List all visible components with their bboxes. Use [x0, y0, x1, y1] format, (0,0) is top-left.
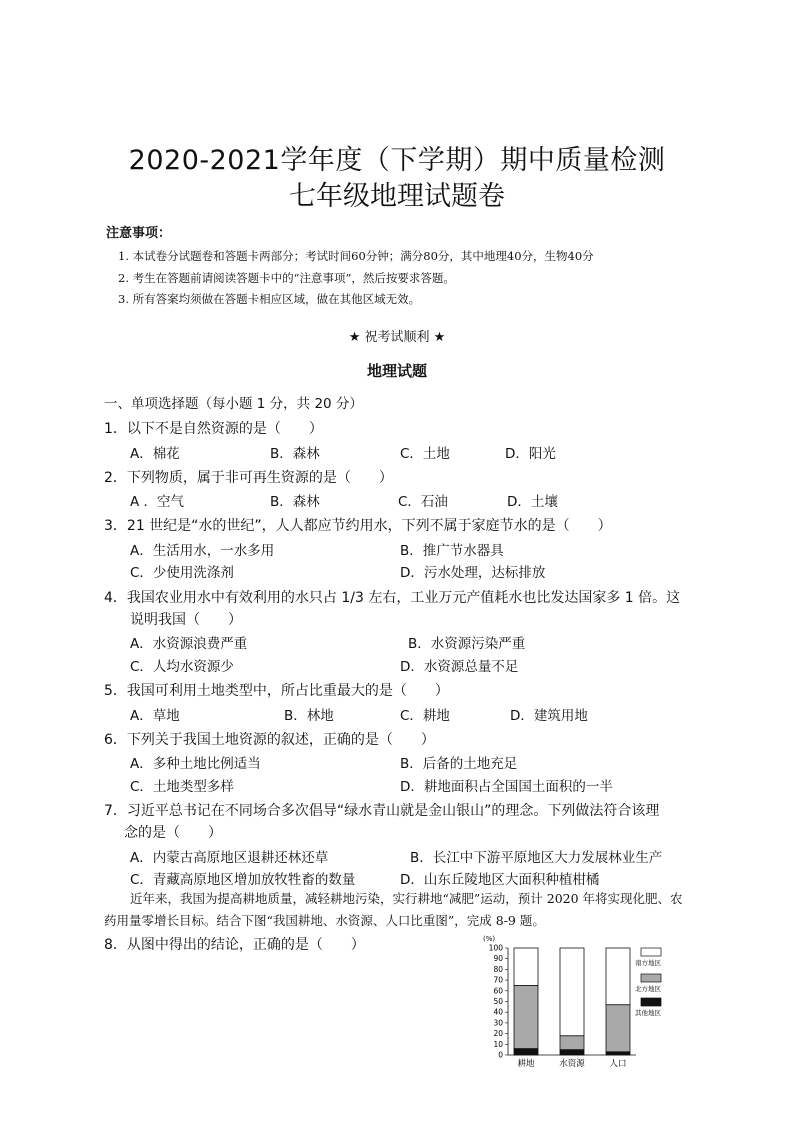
legend-swatch [641, 998, 661, 1006]
y-tick-label: 80 [493, 964, 503, 974]
legend-label: 南方地区 [635, 959, 661, 967]
exam-subtitle: 七年级地理试题卷 [289, 181, 505, 212]
bar-segment [560, 948, 584, 1036]
x-category-label: 水资源 [559, 1059, 585, 1069]
reading-passage: 近年来，我国为提高耕地质量，减轻耕地污染，实行耕地“减肥”运动，预计 2020 年将实现化肥、农药用量零增长目标。结合下图“我国耕地、水资源、人口比重图”，完成 8-9 题。 [104, 891, 683, 928]
bar-segment [560, 1050, 584, 1055]
note-item: 1. 本试卷分试题卷和答题卡两部分；考试时间60分钟；满分80分，其中地理40分，生物40分 [118, 249, 594, 263]
y-tick-label: 70 [493, 975, 503, 985]
question-8: 8．从图中得出的结论，正确的是（ ） [104, 937, 365, 953]
bar-segment [514, 985, 538, 1048]
option-a: A．多种土地比例适当 [130, 756, 261, 772]
option-a: A．草地 [130, 708, 180, 724]
option-d: D．建筑用地 [510, 708, 588, 724]
option-b: B．后备的土地充足 [400, 756, 518, 772]
option-d: D．山东丘陵地区大面积种植柑橘 [400, 872, 600, 888]
option-a: A．内蒙古高原地区退耕还林还草 [130, 850, 329, 866]
option-d: D．水资源总量不足 [400, 659, 519, 675]
option-c: C．土地类型多样 [130, 779, 234, 795]
option-b: B．长江中下游平原地区大力发展林业生产 [410, 850, 663, 866]
bar-segment [514, 1049, 538, 1055]
question-6: 6．下列关于我国土地资源的叙述，正确的是（ ） [104, 732, 435, 748]
note-item: 3. 所有答案均须做在答题卡相应区域，做在其他区域无效。 [118, 292, 421, 306]
section-title: 地理试题 [366, 362, 427, 380]
option-d: D．污水处理，达标排放 [400, 565, 546, 581]
y-tick-label: 30 [493, 1018, 503, 1028]
note-item: 2. 考生在答题前请阅读答题卡中的“注意事项”，然后按要求答题。 [118, 271, 455, 285]
resource-share-chart [478, 930, 698, 1072]
legend-swatch [641, 974, 661, 982]
option-d: D．阳光 [505, 446, 556, 462]
y-tick-label: 60 [493, 986, 503, 996]
exam-title: 2020-2021学年度（下学期）期中质量检测 [128, 145, 666, 176]
option-c: C．人均水资源少 [130, 659, 234, 675]
legend-label: 其他地区 [635, 1009, 661, 1017]
question-2: 2．下列物质，属于非可再生资源的是（ ） [104, 470, 393, 486]
bar-segment [514, 948, 538, 985]
legend-swatch [641, 948, 661, 956]
question-7: 7．习近平总书记在不同场合多次倡导“绿水青山就是金山银山”的理念。下列做法符合该理 [104, 803, 660, 819]
x-category-label: 耕地 [517, 1059, 535, 1069]
bar-segment [560, 1036, 584, 1050]
y-tick-label: 90 [493, 954, 503, 964]
y-tick-label: 0 [498, 1050, 503, 1060]
question-1: 1．以下不是自然资源的是（ ） [104, 421, 323, 437]
option-b: B．水资源污染严重 [408, 636, 526, 652]
bar-segment [606, 1052, 630, 1055]
option-c: C．石油 [398, 494, 448, 510]
option-b: B．森林 [270, 494, 320, 510]
y-tick-label: 100 [488, 943, 503, 953]
option-a: A．棉花 [130, 446, 180, 462]
y-axis-unit: (%) [483, 935, 496, 943]
y-tick-label: 10 [493, 1039, 503, 1049]
good-luck-line: ★ 祝考试顺利 ★ [348, 330, 446, 345]
y-tick-label: 50 [493, 997, 503, 1006]
option-a: A ．空气 [130, 494, 185, 510]
question-4-cont: 说明我国（ ） [130, 612, 242, 628]
option-a: A．水资源浪费严重 [130, 636, 248, 652]
option-c: C．耕地 [400, 708, 450, 724]
question-5: 5．我国可利用土地类型中，所占比重最大的是（ ） [104, 683, 449, 699]
question-7-cont: 念的是（ ） [124, 825, 222, 841]
y-tick-label: 20 [493, 1029, 503, 1039]
option-b: B．推广节水器具 [400, 543, 504, 559]
bar-segment [606, 1005, 630, 1052]
option-a: A．生活用水，一水多用 [130, 543, 275, 559]
option-d: D．耕地面积占全国国土面积的一半 [400, 779, 613, 795]
legend-label: 北方地区 [635, 985, 661, 993]
option-c: C．少使用洗涤剂 [130, 565, 234, 581]
bar-segment [606, 948, 630, 1005]
option-b: B．林地 [284, 708, 334, 724]
question-3: 3．21 世纪是“水的世纪”，人人都应节约用水，下列不属于家庭节水的是（ ） [104, 518, 612, 534]
option-c: C．土地 [400, 446, 450, 462]
question-4: 4．我国农业用水中有效利用的水只占 1/3 左右，工业万元产值耗水也比发达国家多 1 倍。这 [104, 590, 681, 606]
section-heading: 一、单项选择题（每小题 1 分，共 20 分） [104, 396, 363, 412]
option-b: B．森林 [270, 446, 320, 462]
x-category-label: 人口 [609, 1059, 627, 1069]
notes-heading: 注意事项： [106, 226, 172, 241]
option-c: C．青藏高原地区增加放牧牲畜的数量 [130, 872, 356, 888]
y-tick-label: 40 [493, 1007, 503, 1017]
option-d: D．土壤 [507, 494, 558, 510]
